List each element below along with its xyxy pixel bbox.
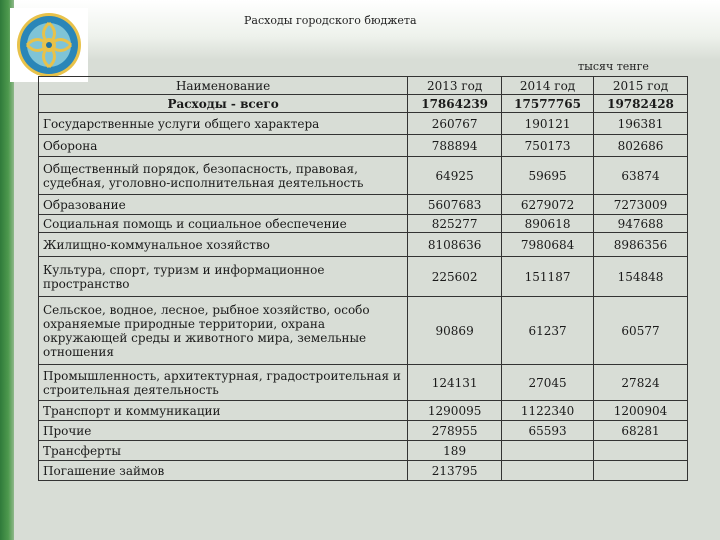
row-2013: 64925: [408, 157, 502, 195]
row-name: Образование: [39, 195, 408, 215]
header-name: Наименование: [39, 77, 408, 95]
row-2015: 196381: [594, 113, 688, 135]
row-name: Общественный порядок, безопасность, правовая, судебная, уголовно-исполнительная деятельность: [39, 157, 408, 195]
row-2013: 260767: [408, 113, 502, 135]
row-2015: 802686: [594, 135, 688, 157]
row-2013: 124131: [408, 365, 502, 401]
row-name: Культура, спорт, туризм и информационное пространство: [39, 257, 408, 297]
table-row: [39, 401, 688, 421]
total-2013: 17864239: [408, 95, 502, 113]
row-2015: 1200904: [594, 401, 688, 421]
row-2013: 788894: [408, 135, 502, 157]
row-2014: 7980684: [502, 233, 594, 257]
units-label: тысяч тенге: [578, 60, 649, 73]
row-2015: 947688: [594, 215, 688, 233]
row-2015: 7273009: [594, 195, 688, 215]
table-row: [39, 257, 688, 297]
row-2015: 8986356: [594, 233, 688, 257]
row-name: Государственные услуги общего характера: [39, 113, 408, 135]
row-2014: [502, 441, 594, 461]
row-2015: 60577: [594, 297, 688, 365]
row-2014: 890618: [502, 215, 594, 233]
row-name: Оборона: [39, 135, 408, 157]
row-2014: 61237: [502, 297, 594, 365]
budget-table: [38, 76, 688, 481]
row-2014: 27045: [502, 365, 594, 401]
row-2014: [502, 461, 594, 481]
row-2013: 213795: [408, 461, 502, 481]
row-2014: 151187: [502, 257, 594, 297]
row-2013: 90869: [408, 297, 502, 365]
row-2015: [594, 461, 688, 481]
table-row: [39, 233, 688, 257]
row-name: Промышленность, архитектурная, градостроительная и строительная деятельность: [39, 365, 408, 401]
row-2013: 225602: [408, 257, 502, 297]
table-row: [39, 365, 688, 401]
header-2014: 2014 год: [502, 77, 594, 95]
table-row-total: [39, 95, 688, 113]
header-2013: 2013 год: [408, 77, 502, 95]
city-emblem-logo: [10, 8, 88, 82]
row-name: Прочие: [39, 421, 408, 441]
table-row: [39, 113, 688, 135]
row-name: Сельское, водное, лесное, рыбное хозяйство, особо охраняемые природные территории, охрана окружающей среды и животного мира, земельные отношения: [39, 297, 408, 365]
row-name: Транспорт и коммуникации: [39, 401, 408, 421]
total-2014: 17577765: [502, 95, 594, 113]
row-2015: 63874: [594, 157, 688, 195]
row-2013: 825277: [408, 215, 502, 233]
total-2015: 19782428: [594, 95, 688, 113]
row-2013: 189: [408, 441, 502, 461]
row-2013: 278955: [408, 421, 502, 441]
row-2014: 65593: [502, 421, 594, 441]
row-2015: 27824: [594, 365, 688, 401]
table-row: [39, 215, 688, 233]
row-2015: 68281: [594, 421, 688, 441]
header-2015: 2015 год: [594, 77, 688, 95]
row-name: Жилищно-коммунальное хозяйство: [39, 233, 408, 257]
total-label: Расходы - всего: [39, 95, 408, 113]
row-2014: 190121: [502, 113, 594, 135]
table-header-row: [39, 77, 688, 95]
row-2014: 59695: [502, 157, 594, 195]
table-row: [39, 461, 688, 481]
row-2014: 6279072: [502, 195, 594, 215]
row-2013: 8108636: [408, 233, 502, 257]
row-name: Трансферты: [39, 441, 408, 461]
table-row: [39, 441, 688, 461]
table-row: [39, 135, 688, 157]
row-2013: 1290095: [408, 401, 502, 421]
table-row: [39, 195, 688, 215]
slide-header-band: [0, 0, 720, 60]
row-2013: 5607683: [408, 195, 502, 215]
row-name: Погашение займов: [39, 461, 408, 481]
table-row: [39, 421, 688, 441]
table-row: [39, 157, 688, 195]
row-2015: 154848: [594, 257, 688, 297]
slide-title: Расходы городского бюджета: [244, 14, 417, 27]
table-row: [39, 297, 688, 365]
row-name: Социальная помощь и социальное обеспечение: [39, 215, 408, 233]
row-2014: 1122340: [502, 401, 594, 421]
row-2015: [594, 441, 688, 461]
row-2014: 750173: [502, 135, 594, 157]
